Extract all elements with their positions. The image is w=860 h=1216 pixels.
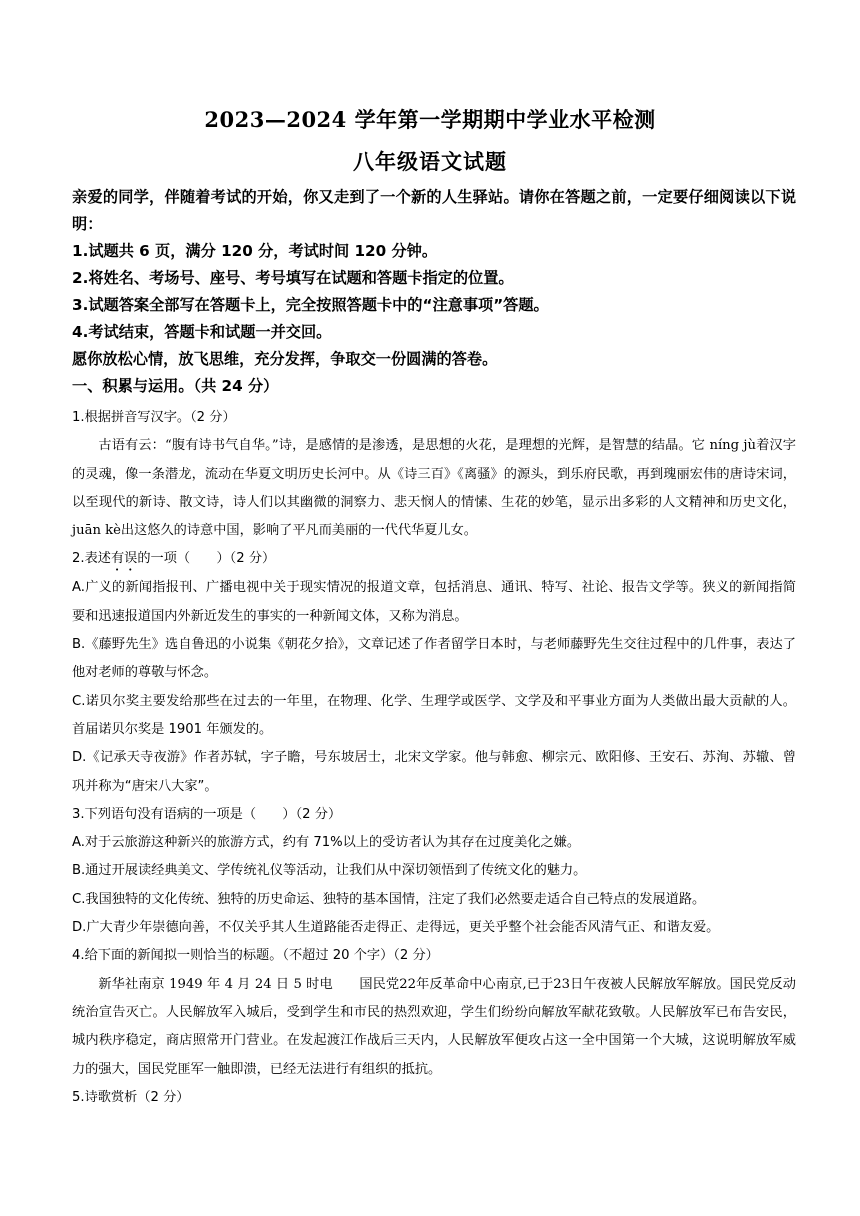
- q2-prompt-start: 2.表述: [72, 551, 111, 567]
- instruction-item: 4.考试结束，答题卡和试题一并交回。: [72, 323, 332, 341]
- q3-option-d: D.广大青少年崇德向善，不仅关乎其人生道路能否走得正、走得远，更关乎整个社会能否风清气正、和谐友爱。: [72, 920, 720, 936]
- q2-option-b: B.《藤野先生》选自鲁迅的小说集《朝花夕拾》，文章记述了作者留学日本时，与老师藤野先生交往过程中的几件事，表达了他对老师的尊敬与怀念。: [72, 637, 796, 681]
- q2-prompt-end: 的一项（ ）（2 分）: [137, 551, 276, 567]
- q2-emphasis: 有误: [110, 551, 138, 567]
- instructions-closing: 愿你放松心情，放飞思维，充分发挥，争取交一份圆满的答卷。: [72, 350, 498, 368]
- q3-option-a: A.对于云旅游这种新兴的旅游方式，约有 71%以上的受访者认为其存在过度美化之嫌。: [72, 835, 581, 851]
- exam-title: 2023—2024 学年第一学期期中学业水平检测: [204, 107, 656, 132]
- q4-prompt: 4.给下面的新闻拟一则恰当的标题。（不超过 20 个字）（2 分）: [72, 948, 439, 964]
- q5-prompt: 5.诗歌赏析（2 分）: [72, 1089, 190, 1105]
- q2-option-a: A.广义的新闻指报刊、广播电视中关于现实情况的报道文章，包括消息、通讯、特写、社论、报告文学等。狭义的新闻指简要和迅速报道国内外新近发生的事实的一种新闻文体，又称为消息。: [72, 580, 796, 624]
- q3-prompt: 3.下列语句没有语病的一项是（ ）（2 分）: [72, 806, 342, 822]
- exam-subtitle: 八年级语文试题: [353, 149, 507, 174]
- questions-block: [72, 404, 796, 1112]
- q3-option-b: B.通过开展读经典美文、学传统礼仪等活动，让我们从中深切领悟到了传统文化的魅力。: [72, 863, 587, 879]
- q4-passage: 新华社南京 1949 年 4 月 24 日 5 时电 国民党22年反革命中心南京,已于23日午夜被人民解放军解放。国民党反动统治宣告灭亡。人民解放军入城后，受到学生和市民的热烈欢迎，学生们纷纷向解放军献花致敬。人民解放军已布告安民，城内秩序稳定，商店照常开门营业。在发起渡江作战后三天内，人民解放军便攻占这一全中国第一个大城，这说明解放军威力的强大，国民党匪军一触即溃，已经无法进行有组织的抵抗。: [72, 976, 796, 1077]
- instruction-item: 2.将姓名、考场号、座号、考号填写在试题和答题卡指定的位置。: [72, 269, 514, 287]
- q1-prompt: 1.根据拼音写汉字。（2 分）: [72, 410, 236, 425]
- instruction-item: 3.试题答案全部写在答题卡上，完全按照答题卡中的“注意事项”答题。: [72, 296, 549, 314]
- instructions-greeting: 亲爱的同学，伴随着考试的开始，你又走到了一个新的人生驿站。请你在答题之前，一定要仔细阅读以下说明：: [72, 188, 796, 233]
- q2-prompt: [72, 545, 796, 574]
- q2-option-c: C.诺贝尔奖主要发给那些在过去的一年里，在物理、化学、生理学或医学、文学及和平事业方面为人类做出最大贡献的人。首届诺贝尔奖是 1901 年颁发的。: [72, 693, 796, 737]
- q1-passage: 古语有云：“腹有诗书气自华。”诗，是感情的是渗透，是思想的火花，是理想的光辉，是智慧的结晶。它 níng jù着汉字的灵魂，像一条潜龙，流动在华夏文明历史长河中。从《诗三百》《离骚》的源头，到乐府民歌，再到瑰丽宏伟的唐诗宋词，以至现代的新诗、散文诗，诗人们以其幽微的洞察力、悲天悯人的情愫、生花的妙笔，显示出多彩的人文精神和历史文化，juān kè出这悠久的诗意中国，影响了平凡而美丽的一代代华夏儿女。: [72, 438, 796, 539]
- instruction-item: 1.试题共 6 页，满分 120 分，考试时间 120 分钟。: [72, 242, 438, 260]
- q2-option-d: D.《记承天寺夜游》作者苏轼，字子瞻，号东坡居士，北宋文学家。他与韩愈、柳宗元、欧阳修、王安石、苏洵、苏辙、曾巩并称为“唐宋八大家”。: [72, 750, 796, 794]
- instructions-block: [72, 184, 796, 400]
- q3-option-c: C.我国独特的文化传统、独特的历史命运、独特的基本国情，注定了我们必然要走适合自己特点的发展道路。: [72, 891, 706, 907]
- section-heading: 一、积累与运用。（共 24 分）: [72, 377, 279, 395]
